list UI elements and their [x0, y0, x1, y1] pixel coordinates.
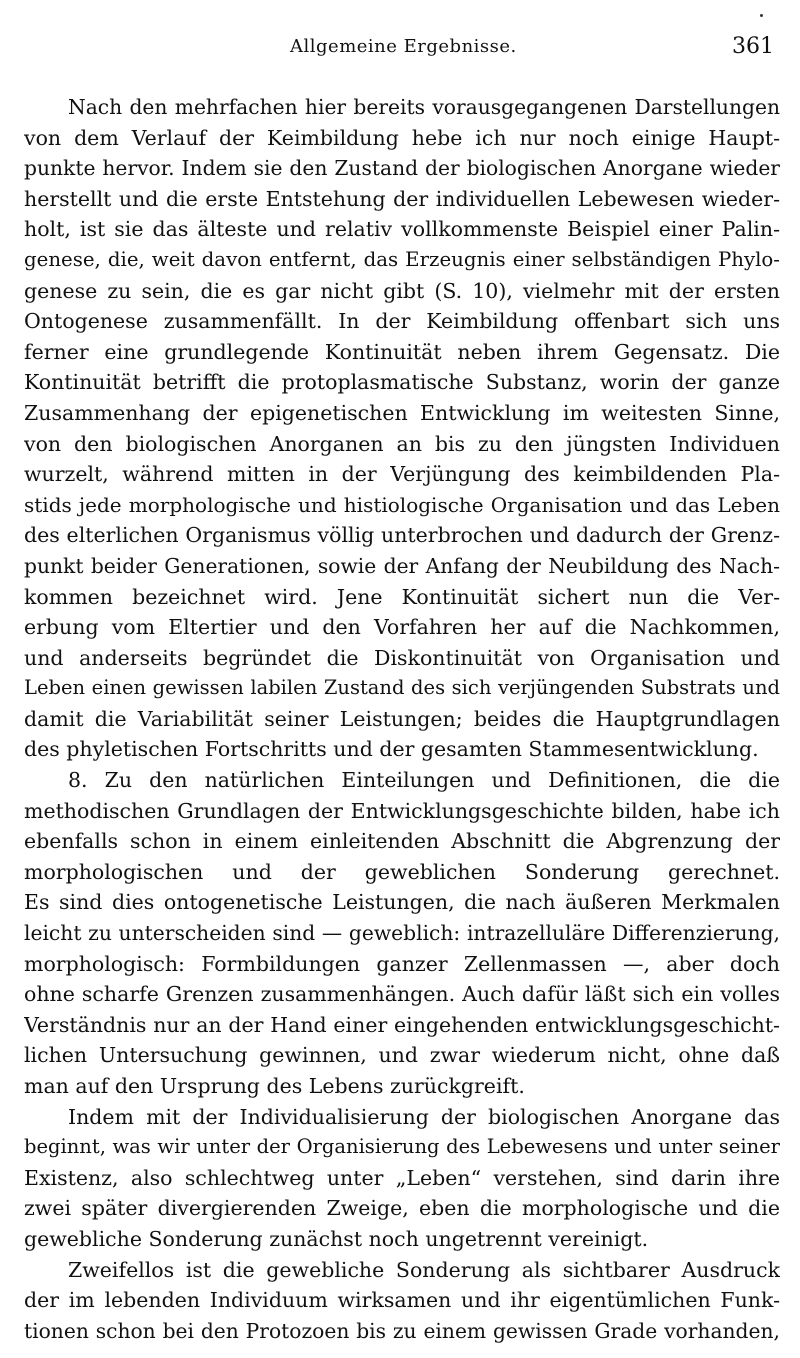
text-line: Leben einen gewissen labilen Zustand des sich verjüngenden Substrats und — [24, 676, 780, 700]
text-line: Nach den mehrfachen hier bereits vorausgegangenen Darstellungen — [68, 95, 780, 119]
text-line: holt, ist sie das älteste und relativ vollkommenste Beispiel einer Palin- — [24, 217, 780, 242]
text-line: genese zu sein, die es gar nicht gibt (S. 10), vielmehr mit der ersten — [24, 278, 780, 303]
text-line: kommen bezeichnet wird. Jene Kontinuität sichert nun die Ver- — [24, 584, 780, 609]
text-line: lichen Untersuchung gewinnen, und zwar wiederum nicht, ohne daß — [24, 1043, 780, 1068]
text-line: von dem Verlauf der Keimbildung hebe ich nur noch einige Haupt- — [24, 125, 780, 150]
text-line: punkt beider Generationen, sowie der Anfang der Neubildung des Nach- — [24, 553, 780, 578]
text-line: Kontinuität betrifft die protoplasmatische Substanz, worin der ganze — [24, 370, 780, 395]
text-line: von den biologischen Anorganen an bis zu den jüngsten Individuen — [24, 431, 780, 456]
text-line: 8. Zu den natürlichen Einteilungen und Definitionen, die die — [68, 768, 780, 793]
text-line: Es sind dies ontogenetische Leistungen, die nach äußeren Merkmalen — [24, 890, 780, 915]
text-line: gewebliche Sonderung zunächst noch ungetrennt vereinigt. — [24, 1226, 649, 1251]
text-line: beginnt, was wir unter der Organisierung des Lebewesens und unter seiner — [24, 1135, 780, 1159]
text-line: genese, die, weit davon entfernt, das Erzeugnis einer selbständigen Phylo- — [24, 247, 780, 271]
text-line: methodischen Grundlagen der Entwicklungsgeschichte bilden, habe ich — [24, 798, 780, 823]
text-line: ferner eine grundlegende Kontinuität neben ihrem Gegensatz. Die — [24, 339, 780, 364]
text-line: punkte hervor. Indem sie den Zustand der biologischen Anorgane wieder — [24, 156, 780, 181]
text-line: Zweifellos ist die gewebliche Sonderung als sichtbarer Ausdruck — [68, 1257, 780, 1282]
text-line: stids jede morphologische und histiologische Organisation und das Leben — [24, 492, 780, 517]
page-header — [0, 36, 800, 66]
body-text — [24, 92, 780, 1346]
running-title: Allgemeine Ergebnisse. — [290, 36, 517, 57]
text-line: morphologischen und der geweblichen Sonderung gerechnet. — [24, 859, 780, 884]
text-line: leicht zu unterscheiden sind — geweblich: intrazelluläre Differenzierung, — [24, 921, 780, 946]
text-line: des elterlichen Organismus völlig unterbrochen und dadurch der Grenz- — [24, 523, 780, 548]
text-line: zwei später divergierenden Zweige, eben die morphologische und die — [24, 1196, 780, 1221]
text-line: des phyletischen Fortschritts und der gesamten Stammesentwicklung. — [24, 737, 759, 762]
text-line: ohne scharfe Grenzen zusammenhängen. Auch dafür läßt sich ein volles — [24, 982, 780, 1007]
text-line: herstellt und die erste Entstehung der individuellen Lebewesen wieder- — [24, 186, 780, 211]
text-line: Ontogenese zusammenfällt. In der Keimbildung offenbart sich uns — [24, 309, 780, 334]
text-line: Zusammenhang der epigenetischen Entwicklung im weitesten Sinne, — [24, 400, 780, 425]
text-line: und anderseits begründet die Diskontinuität von Organisation und — [24, 645, 780, 670]
page-number: 361 — [732, 34, 774, 59]
print-speck — [760, 14, 763, 17]
text-line: man auf den Ursprung des Lebens zurückgreift. — [24, 1074, 525, 1098]
text-line: wurzelt, während mitten in der Verjüngung des keimbildenden Pla- — [24, 462, 780, 487]
text-line: tionen schon bei den Protozoen bis zu einem gewissen Grade vorhanden, — [24, 1318, 780, 1343]
text-line: damit die Variabilität seiner Leistungen; beides die Hauptgrundlagen — [24, 706, 780, 731]
text-line: erbung vom Eltertier und den Vorfahren her auf die Nachkommen, — [24, 615, 780, 640]
text-line: der im lebenden Individuum wirksamen und ihr eigentümlichen Funk- — [24, 1288, 780, 1313]
text-line: Existenz, also schlechtweg unter „Leben“ verstehen, sind darin ihre — [24, 1165, 780, 1190]
text-line: Verständnis nur an der Hand einer eingehenden entwicklungsgeschicht- — [24, 1012, 780, 1037]
text-line: morphologisch: Formbildungen ganzer Zellenmassen —, aber doch — [24, 951, 780, 976]
text-line: Indem mit der Individualisierung der biologischen Anorgane das — [68, 1104, 780, 1129]
text-line: ebenfalls schon in einem einleitenden Abschnitt die Abgrenzung der — [24, 829, 780, 854]
